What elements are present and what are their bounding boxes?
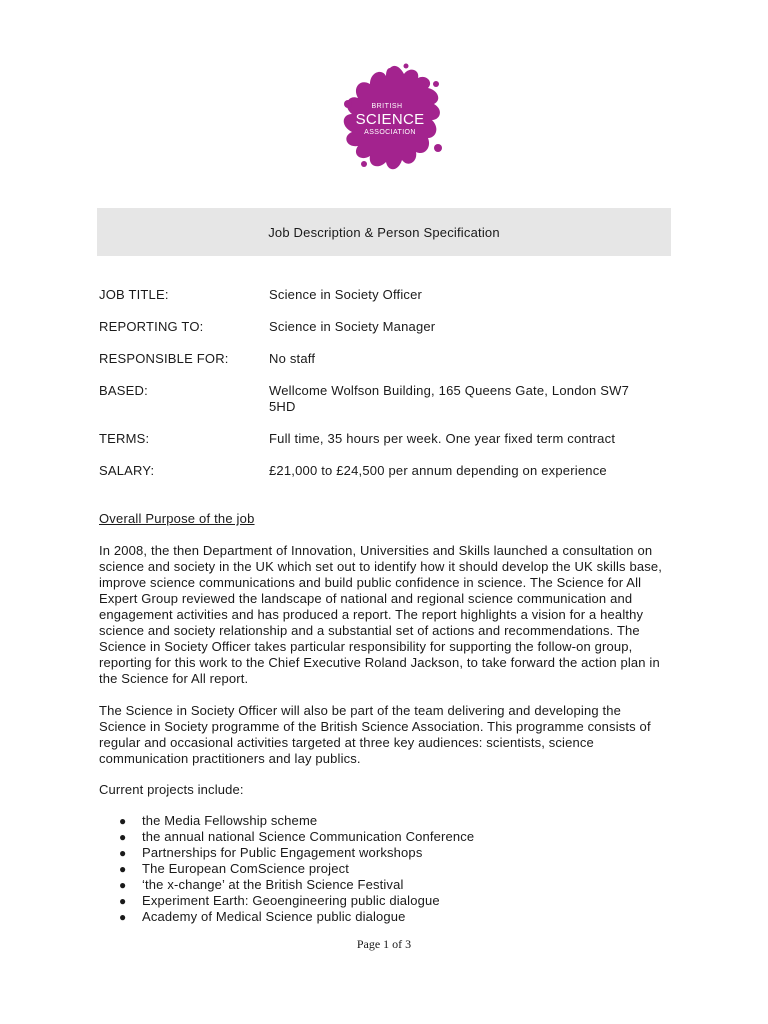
field-value: £21,000 to £24,500 per annum depending on experience [269, 463, 607, 478]
list-item-text: the Media Fellowship scheme [142, 813, 318, 828]
list-item-text: Academy of Medical Science public dialogue [142, 909, 406, 924]
field-value: Science in Society Manager [269, 319, 436, 334]
list-item [99, 893, 659, 909]
reporting-to-row [99, 319, 679, 335]
list-item [99, 861, 659, 877]
based-row [99, 383, 679, 415]
document-title: Job Description & Person Specification [268, 224, 500, 240]
list-item [99, 829, 659, 845]
field-label: REPORTING TO: [99, 319, 204, 334]
projects-list [99, 813, 659, 925]
job-details-list [99, 287, 679, 479]
bullet-icon: ● [119, 846, 127, 860]
paragraph-programme: The Science in Society Officer will also be part of the team delivering and developing the Science in Society programme of the British Science Association. This programme consists of regular and occasional activities targeted at three key audiences: scientists, science communication practitioners and lay publics. [99, 703, 651, 766]
document-title-banner [97, 208, 671, 256]
terms-row [99, 431, 679, 447]
list-item-text: Experiment Earth: Geoengineering public dialogue [142, 893, 440, 908]
list-item [99, 845, 659, 861]
field-value: Wellcome Wolfson Building, 165 Queens Gate, London SW7 5HD [269, 383, 630, 414]
list-item [99, 909, 659, 925]
bullet-icon: ● [119, 862, 127, 876]
list-item-text: The European ComScience project [142, 861, 349, 876]
list-item [99, 877, 659, 893]
responsible-for-row [99, 351, 679, 367]
field-label: SALARY: [99, 463, 155, 478]
page-number: Page 1 of 3 [356, 937, 412, 951]
list-item-text: ‘the x-change’ at the British Science Festival [142, 877, 404, 892]
list-item [99, 813, 659, 829]
bullet-icon: ● [119, 814, 127, 828]
logo-line-british: BRITISH [371, 102, 403, 110]
field-value: Science in Society Officer [269, 287, 423, 302]
field-value: Full time, 35 hours per week. One year fixed term contract [269, 431, 616, 446]
bullet-icon: ● [119, 878, 127, 892]
bullet-icon: ● [119, 910, 127, 924]
paragraph-intro: In 2008, the then Department of Innovation, Universities and Skills launched a consultation on science and society in the UK which set out to identify how it should develop the UK skills base, improve science communications and build public confidence in science. The Science for All Expert Group reviewed the landscape of national and regional science communication and engagement activities and has produced a report. The report highlights a vision for a healthy science and society relationship and a substantial set of actions and recommendations. The Science in Society Officer takes particular responsibility for supporting the follow-on group, reporting for this work to the Chief Executive Roland Jackson, to take forward the action plan in the Science for All report. [99, 543, 663, 686]
field-label: JOB TITLE: [99, 287, 169, 302]
logo-line-association: ASSOCIATION [364, 128, 416, 136]
list-item-text: the annual national Science Communication Conference [142, 829, 475, 844]
list-item-text: Partnerships for Public Engagement workshops [142, 845, 423, 860]
bullet-icon: ● [119, 894, 127, 908]
job-title-row [99, 287, 679, 303]
paragraph-projects-lead: Current projects include: [99, 782, 244, 797]
salary-row [99, 463, 679, 479]
field-label: RESPONSIBLE FOR: [99, 351, 229, 366]
field-label: BASED: [99, 383, 148, 398]
field-label: TERMS: [99, 431, 150, 446]
british-science-association-logo [330, 60, 450, 178]
bullet-icon: ● [119, 830, 127, 844]
logo-wordmark [330, 60, 450, 178]
section-heading: Overall Purpose of the job [99, 511, 255, 526]
field-value: No staff [269, 351, 316, 366]
logo-line-science: SCIENCE [355, 110, 425, 128]
